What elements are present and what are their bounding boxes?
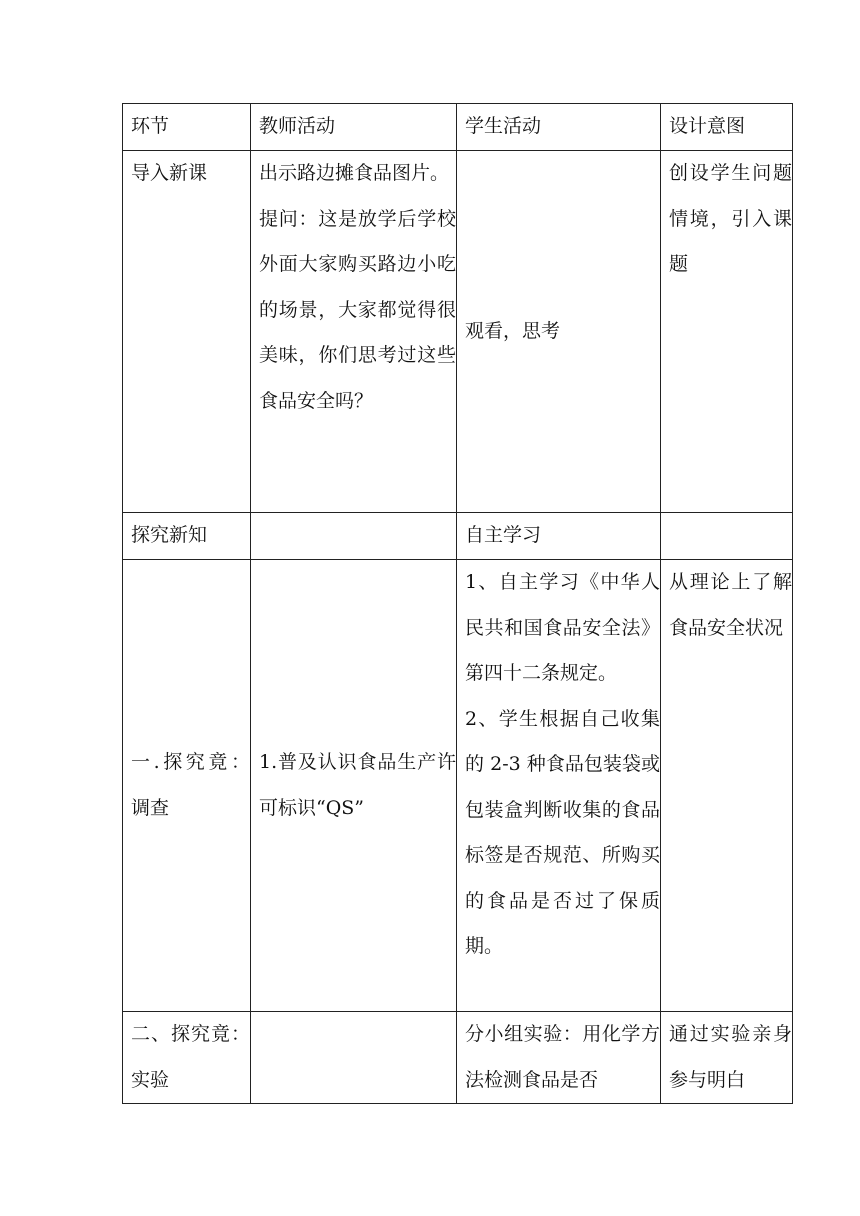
header-stage: 环节	[123, 104, 251, 151]
stage-cell: 探究新知	[123, 513, 251, 560]
header-student-activity: 学生活动	[457, 104, 661, 151]
teacher-cell	[251, 513, 457, 560]
student-text: 2、学生根据自己收集的 2-3 种食品包装袋或包装盒判断收集的食品标签是否规范、所购买的食品是否过了保质期。	[465, 707, 660, 957]
teacher-cell	[251, 151, 457, 513]
intent-text: 创设学生问题情境，引入课题	[669, 162, 792, 275]
student-cell	[457, 151, 661, 513]
student-text: 分小组实验：用化学方法检测食品是否	[465, 1023, 660, 1091]
student-cell	[457, 1012, 661, 1104]
teacher-cell	[251, 1012, 457, 1104]
stage-cell: 二、探究竟：实验	[123, 1012, 251, 1104]
teacher-text: 1.普及认识食品生产许可标识“QS”	[259, 751, 456, 819]
header-design-intent: 设计意图	[661, 104, 793, 151]
table-row	[123, 513, 793, 560]
stage-cell: 一.探究竟：调查	[123, 560, 251, 1012]
intent-cell	[661, 151, 793, 513]
header-teacher-activity: 教师活动	[251, 104, 457, 151]
student-text: 观看，思考	[465, 319, 561, 342]
intent-cell	[661, 1012, 793, 1104]
table-row	[123, 1012, 793, 1104]
student-text: 1、自主学习《中华人民共和国食品安全法》第四十二条规定。	[465, 571, 660, 684]
lesson-plan-table	[122, 103, 793, 1104]
table-row	[123, 151, 793, 513]
table-row	[123, 560, 793, 1012]
teacher-cell	[251, 560, 457, 1012]
teacher-text: 提问：这是放学后学校外面大家购买路边小吃的场景，大家都觉得很美味，你们思考过这些食品安全吗？	[259, 207, 456, 412]
intent-text: 通过实验亲身参与明白	[669, 1023, 792, 1091]
student-text: 自主学习	[465, 524, 542, 546]
intent-text: 从理论上了解食品安全状况	[669, 571, 792, 639]
stage-cell: 导入新课	[123, 151, 251, 513]
intent-cell	[661, 560, 793, 1012]
teacher-text: 出示路边摊食品图片。	[259, 162, 450, 184]
student-cell	[457, 560, 661, 1012]
student-cell	[457, 513, 661, 560]
table-header-row	[123, 104, 793, 151]
intent-cell	[661, 513, 793, 560]
